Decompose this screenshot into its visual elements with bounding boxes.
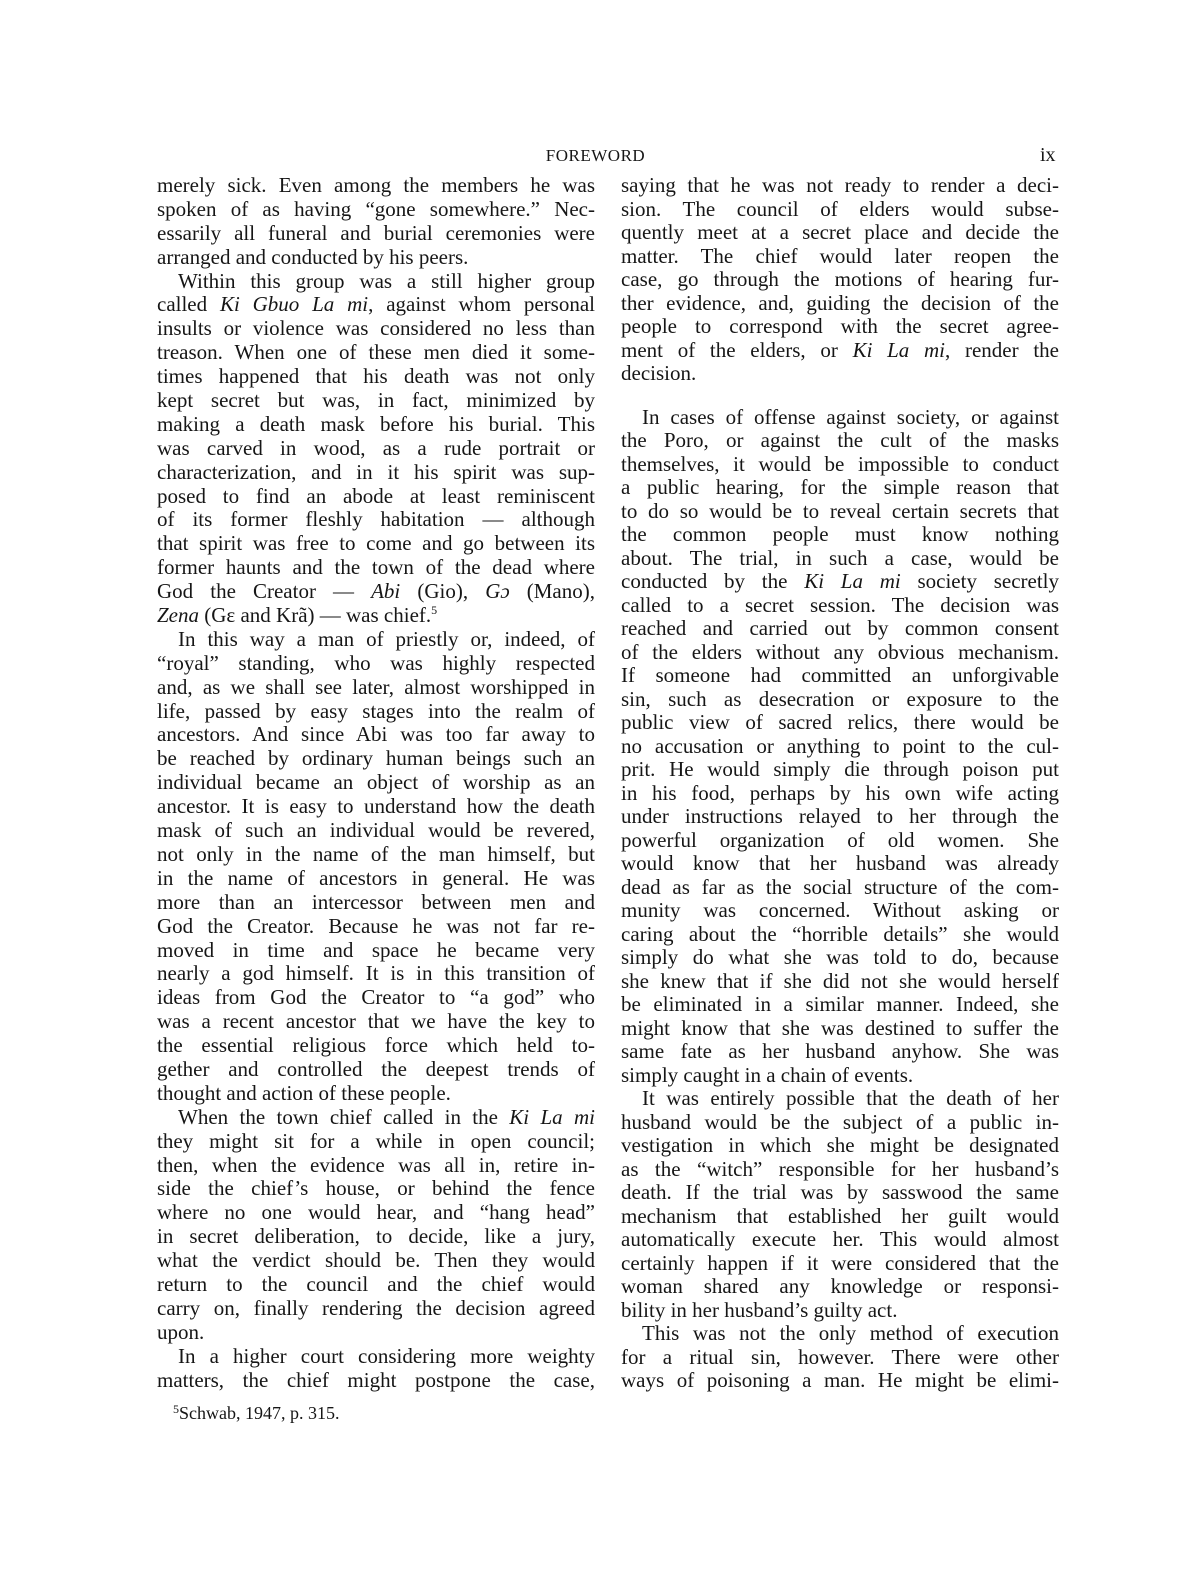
text-line: ancestor. It is easy to understand how the death bbox=[157, 794, 595, 819]
text-line: not only in the name of the man himself, but bbox=[157, 841, 595, 866]
page-number: ix bbox=[1040, 144, 1056, 166]
text-line: life, passed by easy stages into the realm of bbox=[157, 698, 595, 723]
italic-term: Gɔ bbox=[485, 579, 510, 604]
text-line: would know that her husband was already bbox=[621, 851, 1059, 875]
text-line: be reached by ordinary human beings such an bbox=[157, 746, 595, 771]
text-line: as the “witch” responsible for her husband’s bbox=[621, 1156, 1059, 1181]
text-line: certainly happen if it were considered that the bbox=[621, 1250, 1059, 1275]
text-line: more than an intercessor between men and bbox=[157, 889, 595, 914]
text-line: in the name of ancestors in general. He was bbox=[157, 865, 595, 890]
text-line: If someone had committed an unforgivable bbox=[621, 663, 1059, 687]
text-line: In a higher court considering more weighty bbox=[178, 1343, 595, 1368]
text-line: under instructions relayed to her through the bbox=[621, 804, 1059, 828]
text-line: moved in time and space he became very bbox=[157, 937, 595, 962]
text-line: that spirit was free to come and go between its bbox=[157, 531, 595, 556]
text-line: same fate as her husband anyhow. She was bbox=[621, 1039, 1059, 1063]
text-line: former haunts and the town of the dead where bbox=[157, 555, 595, 580]
text-line: people to correspond with the secret agree- bbox=[621, 314, 1059, 338]
text-line: conducted by the Ki La mi society secretly bbox=[621, 569, 1060, 593]
italic-term: Ki La mi bbox=[852, 337, 946, 362]
text-line: reached and carried out by common consent bbox=[621, 616, 1059, 640]
text-line: was a recent ancestor that we have the key to bbox=[157, 1009, 595, 1034]
text-line: matters, the chief might postpone the case, bbox=[157, 1367, 595, 1392]
text-line: husband would be the subject of a public in- bbox=[621, 1109, 1059, 1134]
italic-term: Zena bbox=[157, 603, 199, 628]
text-line: be eliminated in a similar manner. Indeed, she bbox=[621, 992, 1059, 1016]
text-line: was carved in wood, as a rude portrait or bbox=[157, 435, 595, 460]
text-line: for a ritual sin, however. There were other bbox=[621, 1344, 1059, 1369]
text-line: what the verdict should be. Then they would bbox=[157, 1248, 595, 1273]
text-line: bility in her husband’s guilty act. bbox=[621, 1297, 898, 1322]
text-line: automatically execute her. This would almost bbox=[621, 1227, 1059, 1251]
text-line: In cases of offense against society, or against bbox=[642, 404, 1059, 429]
text-line: dead as far as the social structure of the com- bbox=[621, 874, 1059, 899]
text-line: God the Creator — Abi (Gio), Gɔ (Mano), bbox=[157, 579, 595, 604]
text-line: nearly a god himself. It is in this transition of bbox=[157, 961, 595, 986]
text-line: themselves, it would be impossible to conduct bbox=[621, 451, 1059, 476]
text-line: treason. When one of these men died it some- bbox=[157, 340, 595, 365]
text-line: This was not the only method of execution bbox=[642, 1321, 1059, 1345]
text-line: they might sit for a while in open council; bbox=[157, 1128, 595, 1153]
text-line: ideas from God the Creator to “a god” who bbox=[157, 985, 595, 1010]
left-column bbox=[157, 174, 595, 1392]
text-line: called to a secret session. The decision was bbox=[621, 592, 1059, 617]
text-line: to do so would be to reveal certain secrets that bbox=[621, 498, 1059, 523]
text-line: individual became an object of worship as an bbox=[157, 770, 595, 795]
footnote-marker: 5 bbox=[173, 1402, 179, 1416]
text-line: a public hearing, for the simple reason that bbox=[621, 475, 1059, 499]
running-head: FOREWORD bbox=[545, 146, 646, 165]
text-line: Within this group was a still higher group bbox=[178, 268, 595, 293]
footnote-reference: 5 bbox=[431, 603, 438, 618]
text-line: insults or violence was considered no less than bbox=[157, 316, 595, 341]
text-line: sion. The council of elders would subse- bbox=[621, 196, 1059, 221]
text-line: ther evidence, and, guiding the decision of the bbox=[621, 290, 1059, 315]
footnote-text: Schwab, 1947, p. 315. bbox=[179, 1403, 340, 1423]
text-line: of the elders without any obvious mechanism. bbox=[621, 639, 1059, 664]
text-line: carry on, finally rendering the decision agreed bbox=[157, 1295, 595, 1320]
text-line: munity was concerned. Without asking or bbox=[621, 898, 1059, 922]
text-line: side the chief’s house, or behind the fence bbox=[157, 1176, 595, 1201]
text-line: upon. bbox=[157, 1319, 205, 1344]
text-line: in his food, perhaps by his own wife acting bbox=[621, 780, 1059, 805]
text-line: matter. The chief would later reopen the bbox=[621, 243, 1059, 268]
text-line: ment of the elders, or Ki La mi, render the bbox=[621, 337, 1059, 362]
text-line: case, go through the motions of hearing fur- bbox=[621, 267, 1059, 291]
italic-term: Ki La mi bbox=[509, 1104, 596, 1129]
text-line: posed to find an abode at least reminiscent bbox=[157, 483, 595, 508]
text-line: and, as we shall see later, almost worshipped in bbox=[157, 674, 595, 699]
text-line: the common people must know nothing bbox=[621, 522, 1059, 546]
text-line: the essential religious force which held to- bbox=[157, 1033, 595, 1058]
text-line: gether and controlled the deepest trends of bbox=[157, 1056, 595, 1081]
text-line: caring about the “horrible details” she would bbox=[621, 921, 1059, 946]
text-line: simply do what she was told to do, because bbox=[621, 945, 1059, 969]
text-line: vestigation in which she might be designated bbox=[621, 1133, 1059, 1157]
text-line: spoken of as having “gone somewhere.” Nec- bbox=[157, 196, 595, 221]
text-line: quently meet at a secret place and decide the bbox=[621, 220, 1059, 244]
text-line: arranged and conducted by his peers. bbox=[157, 244, 469, 269]
text-line: of its former fleshly habitation — although bbox=[157, 507, 595, 532]
text-line: prit. He would simply die through poison put bbox=[621, 757, 1059, 781]
text-line: merely sick. Even among the members he was bbox=[157, 173, 595, 197]
text-line: God the Creator. Because he was not far re- bbox=[157, 913, 595, 938]
text-line: public view of sacred relics, there would be bbox=[621, 710, 1059, 734]
text-line: mechanism that established her guilt would bbox=[621, 1203, 1059, 1228]
text-line: about. The trial, in such a case, would be bbox=[621, 545, 1059, 570]
italic-term: Ki La mi bbox=[804, 569, 901, 593]
text-line: then, when the evidence was all in, retire in- bbox=[157, 1152, 595, 1177]
text-line: When the town chief called in the Ki La mi bbox=[178, 1104, 596, 1129]
text-line: where no one would hear, and “hang head” bbox=[157, 1200, 595, 1225]
text-line: characterization, and in it his spirit was sup- bbox=[157, 459, 595, 484]
text-line: decision. bbox=[621, 361, 697, 385]
text-line: mask of such an individual would be revered, bbox=[157, 818, 595, 843]
text-line: she knew that if she did not she would herself bbox=[621, 968, 1059, 993]
text-line: In this way a man of priestly or, indeed, of bbox=[178, 626, 595, 651]
text-line: the Poro, or against the cult of the masks bbox=[621, 428, 1059, 452]
text-line: ancestors. And since Abi was too far away to bbox=[157, 722, 595, 747]
text-line: “royal” standing, who was highly respected bbox=[157, 650, 595, 675]
text-line: return to the council and the chief would bbox=[157, 1271, 595, 1296]
text-line: woman shared any knowledge or responsi- bbox=[621, 1274, 1059, 1298]
text-line: thought and action of these people. bbox=[157, 1080, 451, 1105]
text-line: powerful organization of old women. She bbox=[621, 827, 1059, 852]
right-column bbox=[621, 174, 1059, 1393]
text-line: called Ki Gbuo La mi, against whom personal bbox=[157, 292, 595, 317]
text-line: times happened that his death was not only bbox=[157, 364, 595, 389]
text-line: sin, such as desecration or exposure to the bbox=[621, 686, 1059, 711]
footnote bbox=[173, 1403, 340, 1424]
text-line: ways of poisoning a man. He might be elimi- bbox=[621, 1368, 1059, 1392]
text-line: essarily all funeral and burial ceremonies were bbox=[157, 220, 595, 245]
text-line: simply caught in a chain of events. bbox=[621, 1062, 914, 1087]
text-line: It was entirely possible that the death of her bbox=[642, 1086, 1059, 1110]
text-line: kept secret but was, in fact, minimized by bbox=[157, 388, 595, 413]
text-line: Zena (Gɛ and Krã) — was chief.$^5$ bbox=[157, 603, 438, 628]
text-line: death. If the trial was by sasswood the same bbox=[621, 1180, 1059, 1204]
text-line: making a death mask before his burial. This bbox=[157, 411, 595, 436]
italic-term: Abi bbox=[371, 579, 401, 604]
text-line: might know that she was destined to suffer the bbox=[621, 1015, 1059, 1040]
italic-term: Ki Gbuo La mi bbox=[219, 292, 369, 317]
text-line: in secret deliberation, to decide, like a jury, bbox=[157, 1224, 595, 1249]
text-line: saying that he was not ready to render a deci- bbox=[621, 173, 1059, 197]
text-line: no accusation or anything to point to the cul- bbox=[621, 733, 1059, 758]
